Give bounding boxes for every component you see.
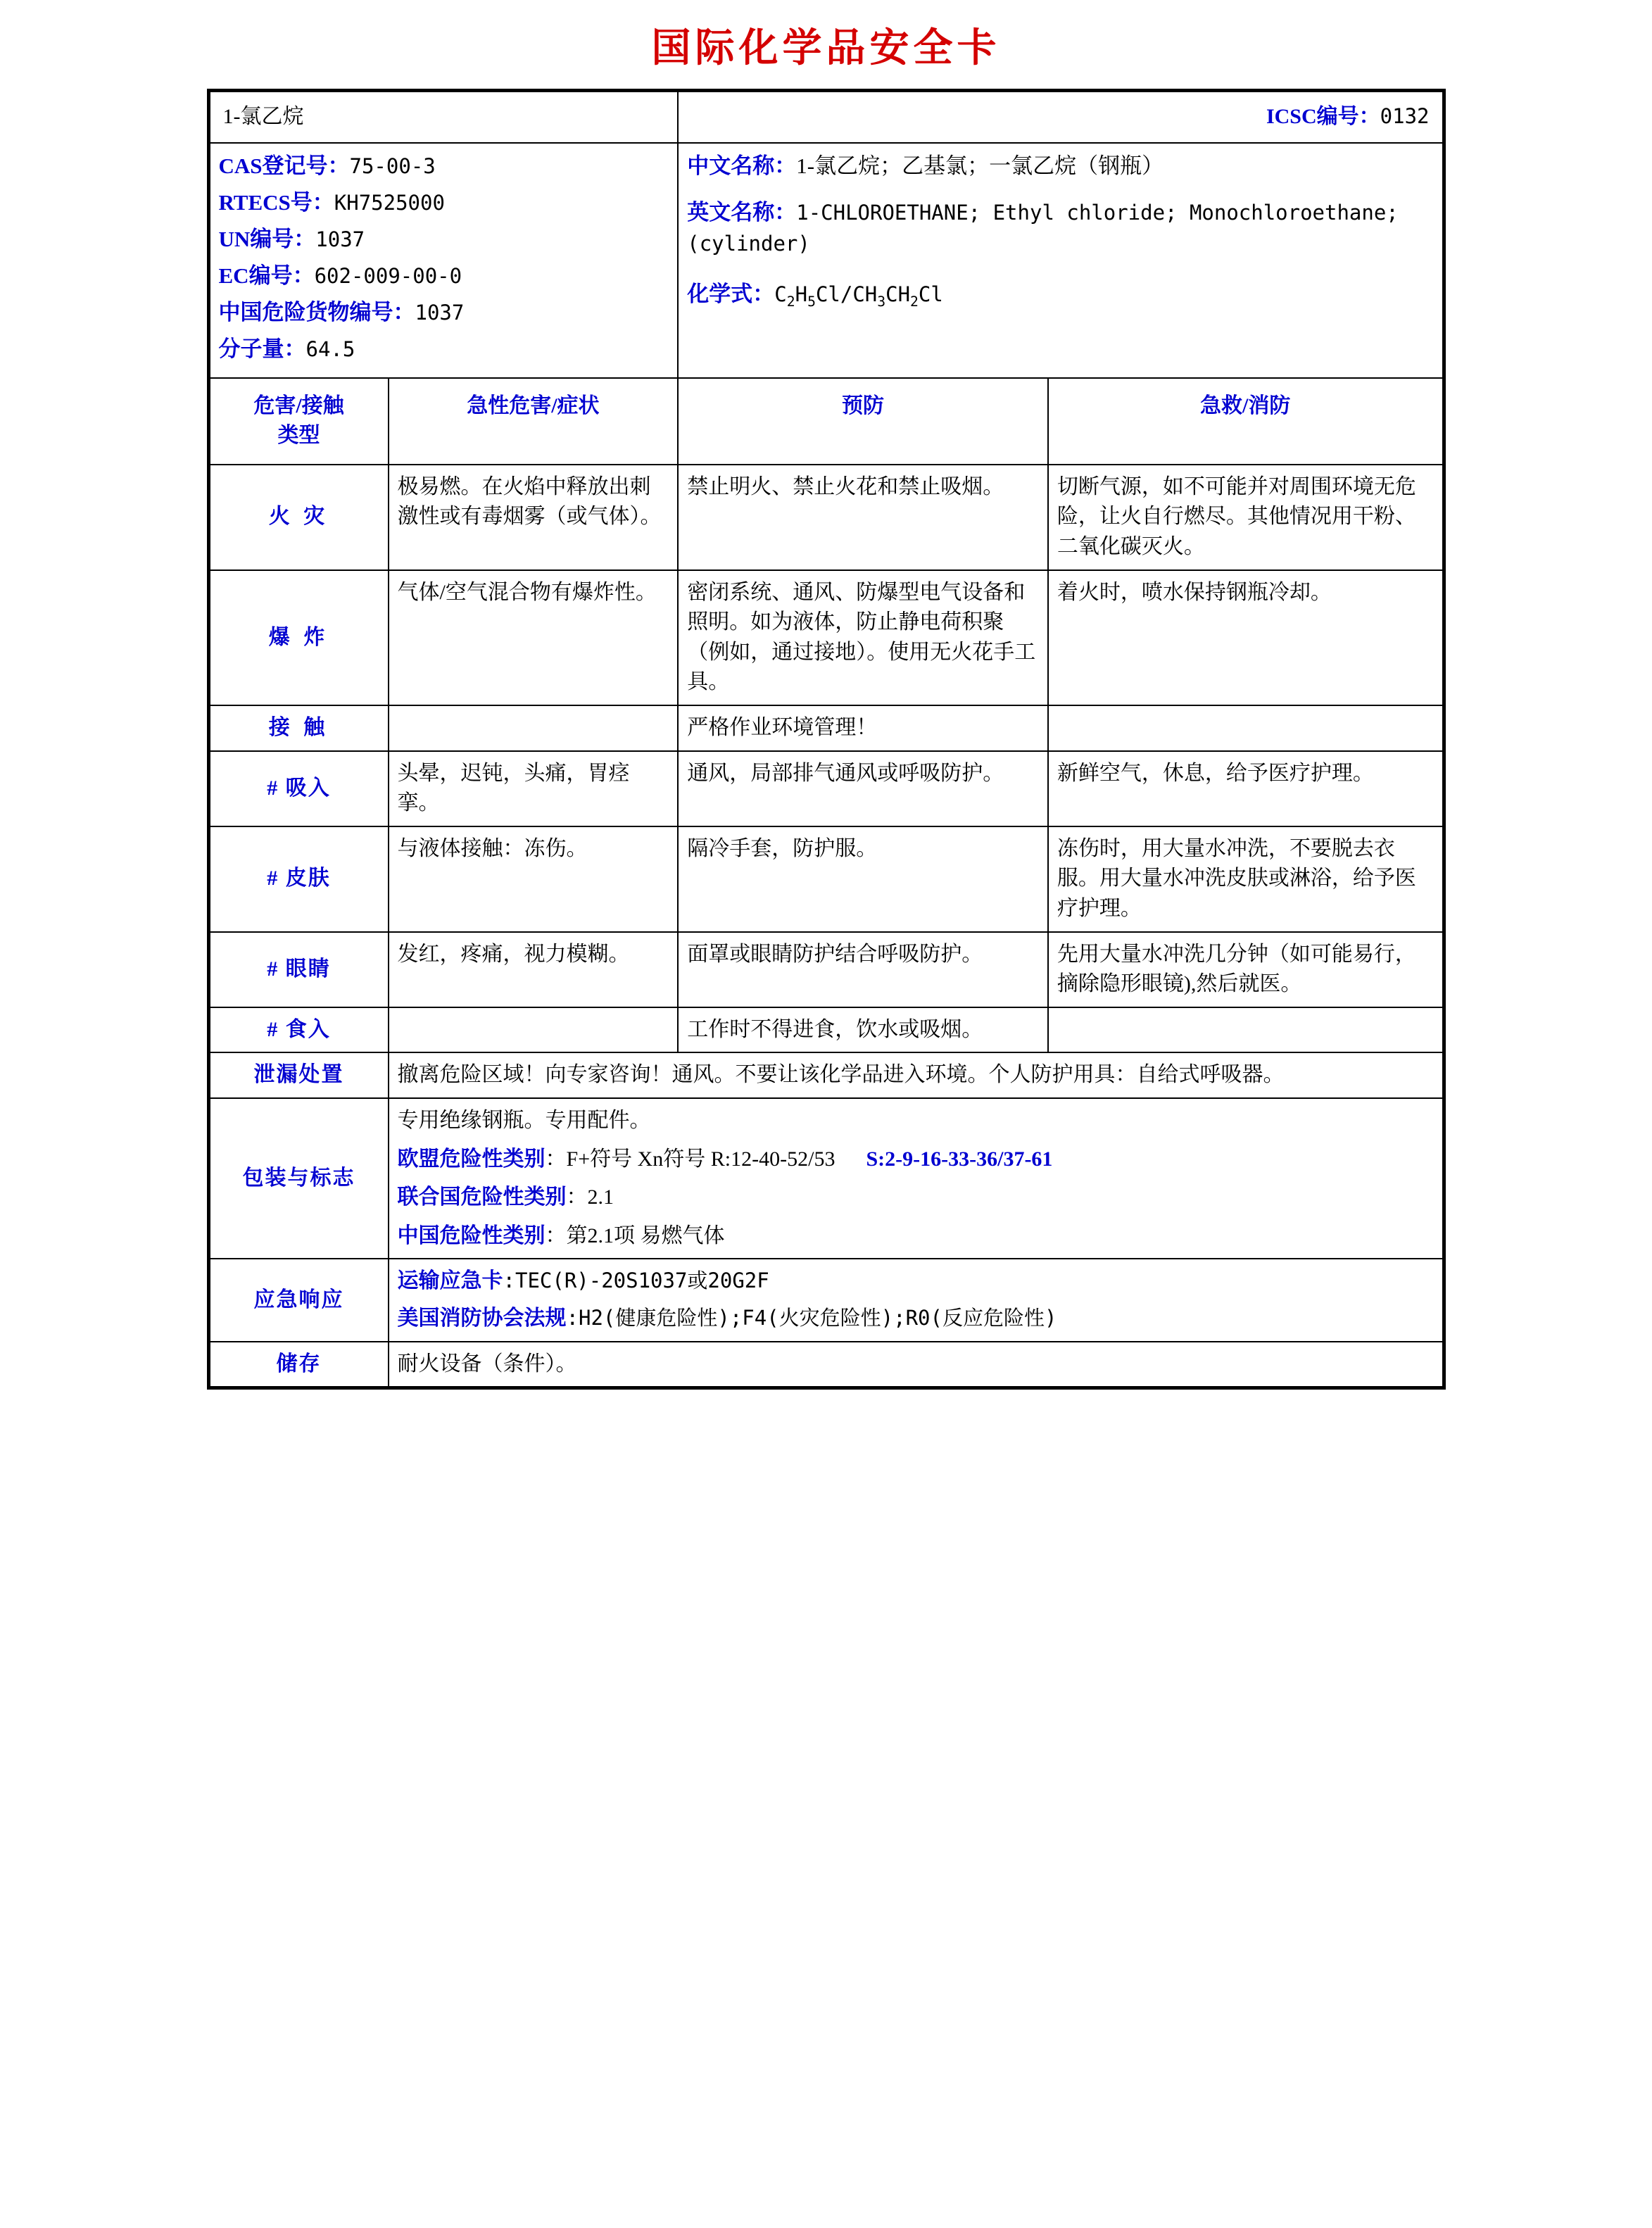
exposure-prevention: 严格作业环境管理！ <box>678 705 1048 751</box>
skin-prevention: 隔冷手套，防护服。 <box>678 826 1048 932</box>
eyes-hazard: 发红，疼痛，视力模糊。 <box>389 932 679 1007</box>
fire-hazard: 极易燃。在火焰中释放出刺激性或有毒烟雾（或气体）。 <box>389 465 679 570</box>
english-name-label: 英文名称： <box>687 199 797 225</box>
table-row-storage <box>210 1342 1443 1387</box>
substance-name: 1-氯乙烷 <box>210 92 679 143</box>
row-label-packaging: 包装与标志 <box>210 1098 389 1259</box>
chinese-name-value: 1-氯乙烷；乙基氯；一氯乙烷（钢瓶） <box>796 153 1164 178</box>
col-header-prevention: 预防 <box>678 378 1048 465</box>
row-label-spillage: 泄漏处置 <box>210 1052 389 1098</box>
col-header-hazard-type: 危害/接触 类型 <box>210 378 389 465</box>
row-label-explosion: 爆 炸 <box>210 570 389 705</box>
english-name-value: 1-CHLOROETHANE; Ethyl chloride; Monochloroethane; (cylinder) <box>687 200 1399 256</box>
row-label-inhalation: # 吸入 <box>210 751 389 826</box>
row-label-emergency: 应急响应 <box>210 1259 389 1341</box>
row-label-exposure: 接 触 <box>210 705 389 751</box>
emergency-transport-label: 运输应急卡 <box>397 1269 503 1293</box>
inhalation-hazard: 头晕，迟钝，头痛，胃痉挛。 <box>389 751 679 826</box>
emergency-nfpa-line <box>398 1304 1434 1334</box>
eyes-firstaid: 先用大量水冲洗几分钟（如可能易行，摘除隐形眼镜),然后就医。 <box>1048 932 1443 1007</box>
icsc-table <box>209 91 1444 1387</box>
row-label-fire: 火 灾 <box>210 465 389 570</box>
packaging-cn-value: ：第2.1项 易燃气体 <box>545 1223 725 1247</box>
identification-right <box>678 143 1442 378</box>
page-bottom-space <box>0 1390 1652 1784</box>
molecular-weight-value: 64.5 <box>305 336 355 361</box>
identification-row <box>210 143 1443 378</box>
page-title: 国际化学品安全卡 <box>651 25 1001 71</box>
packaging-un-label: 联合国危险性类别 <box>397 1185 567 1209</box>
emergency-content <box>389 1259 1443 1341</box>
cas-label: CAS登记号： <box>218 153 350 178</box>
eyes-prevention: 面罩或眼睛防护结合呼吸防护。 <box>678 932 1048 1007</box>
fire-prevention: 禁止明火、禁止火花和禁止吸烟。 <box>678 465 1048 570</box>
emergency-nfpa-label: 美国消防协会法规 <box>397 1306 567 1330</box>
packaging-eu-label: 欧盟危险性类别 <box>397 1147 546 1171</box>
cas-value: 75-00-3 <box>349 153 436 178</box>
row-label-skin: # 皮肤 <box>210 826 389 932</box>
formula-label: 化学式： <box>687 281 775 306</box>
table-row-packaging <box>210 1098 1443 1259</box>
packaging-eu-s-value: S:2-9-16-33-36/37-61 <box>866 1147 1053 1171</box>
packaging-content <box>389 1098 1443 1259</box>
packaging-un-line <box>398 1183 1434 1213</box>
un-label: UN编号： <box>218 226 316 251</box>
icsc-number: 0132 <box>1380 104 1430 128</box>
table-row-inhalation <box>210 751 1443 826</box>
chinese-name-line <box>687 151 1433 182</box>
spillage-text: 撤离危险区域！向专家咨询！通风。不要让该化学品进入环境。个人防护用具：自给式呼吸器。 <box>389 1052 1443 1098</box>
icsc-number-cell <box>678 92 1442 143</box>
row-label-ingestion: # 食入 <box>210 1007 389 1053</box>
cn-dangerous-goods-value: 1037 <box>415 300 465 325</box>
packaging-eu-line <box>398 1145 1434 1175</box>
ec-label: EC编号： <box>218 263 315 288</box>
chinese-name-label: 中文名称： <box>687 153 797 178</box>
ingestion-hazard <box>389 1007 679 1053</box>
ec-line <box>219 260 669 291</box>
fire-firstaid: 切断气源，如不可能并对周围环境无危险，让火自行燃尽。其他情况用干粉、二氧化碳灭火。 <box>1048 465 1443 570</box>
packaging-cn-line <box>398 1221 1434 1252</box>
molecular-weight-line <box>219 334 669 365</box>
emergency-transport-line <box>398 1266 1434 1297</box>
table-row-spillage <box>210 1052 1443 1098</box>
ingestion-firstaid <box>1048 1007 1443 1053</box>
explosion-hazard: 气体/空气混合物有爆炸性。 <box>389 570 679 705</box>
formula-line <box>687 279 1433 312</box>
cn-dangerous-goods-line <box>219 297 669 328</box>
row-label-storage: 储存 <box>210 1342 389 1387</box>
explosion-prevention: 密闭系统、通风、防爆型电气设备和照明。如为液体，防止静电荷积聚（例如，通过接地）。使用无火花手工具。 <box>678 570 1048 705</box>
packaging-line1: 专用绝缘钢瓶。专用配件。 <box>397 1108 651 1132</box>
storage-text: 耐火设备（条件）。 <box>389 1342 1443 1387</box>
explosion-firstaid: 着火时，喷水保持钢瓶冷却。 <box>1048 570 1443 705</box>
table-row-skin <box>210 826 1443 932</box>
icsc-label: ICSC编号： <box>1266 105 1380 128</box>
table-row-exposure <box>210 705 1443 751</box>
identification-left <box>210 143 679 378</box>
rtecs-value: KH7525000 <box>334 190 445 215</box>
packaging-eu-value: ：F+符号 Xn符号 R:12-40-52/53 <box>545 1147 836 1171</box>
exposure-firstaid <box>1048 705 1443 751</box>
col-header-acute-hazards: 急性危害/症状 <box>389 378 679 465</box>
table-row-eyes <box>210 932 1443 1007</box>
skin-hazard: 与液体接触：冻伤。 <box>389 826 679 932</box>
emergency-transport-value: :TEC(R)-20S1037或20G2F <box>503 1269 769 1293</box>
ingestion-prevention: 工作时不得进食，饮水或吸烟。 <box>678 1007 1048 1053</box>
english-name-line <box>687 197 1433 259</box>
packaging-un-value: ：2.1 <box>566 1185 614 1209</box>
rtecs-line <box>219 187 669 218</box>
un-value: 1037 <box>315 227 365 251</box>
col-header-first-aid: 急救/消防 <box>1048 378 1443 465</box>
column-header-row <box>210 378 1443 465</box>
packaging-cn-label: 中国危险性类别 <box>397 1223 546 1247</box>
cas-line <box>219 151 669 182</box>
inhalation-prevention: 通风，局部排气通风或呼吸防护。 <box>678 751 1048 826</box>
emergency-nfpa-value: :H2(健康危险性);F4(火灾危险性);R0(反应危险性) <box>566 1305 1057 1330</box>
rtecs-label: RTECS号： <box>218 189 334 215</box>
formula-value: $C_2H_5Cl/CH_3CH_2Cl$ <box>774 282 943 310</box>
skin-firstaid: 冻伤时，用大量水冲洗，不要脱去衣服。用大量水冲洗皮肤或淋浴，给予医疗护理。 <box>1048 826 1443 932</box>
ec-value: 602-009-00-0 <box>314 263 462 288</box>
row-label-eyes: # 眼睛 <box>210 932 389 1007</box>
table-row-explosion <box>210 570 1443 705</box>
molecular-weight-label: 分子量： <box>218 336 306 361</box>
inhalation-firstaid: 新鲜空气，休息，给予医疗护理。 <box>1048 751 1443 826</box>
un-line <box>219 224 669 255</box>
table-row-emergency <box>210 1259 1443 1341</box>
card-header-row <box>210 92 1443 143</box>
icsc-card <box>207 89 1446 1390</box>
table-row-fire <box>210 465 1443 570</box>
exposure-hazard <box>389 705 679 751</box>
table-row-ingestion <box>210 1007 1443 1053</box>
cn-dangerous-goods-label: 中国危险货物编号： <box>218 299 415 325</box>
